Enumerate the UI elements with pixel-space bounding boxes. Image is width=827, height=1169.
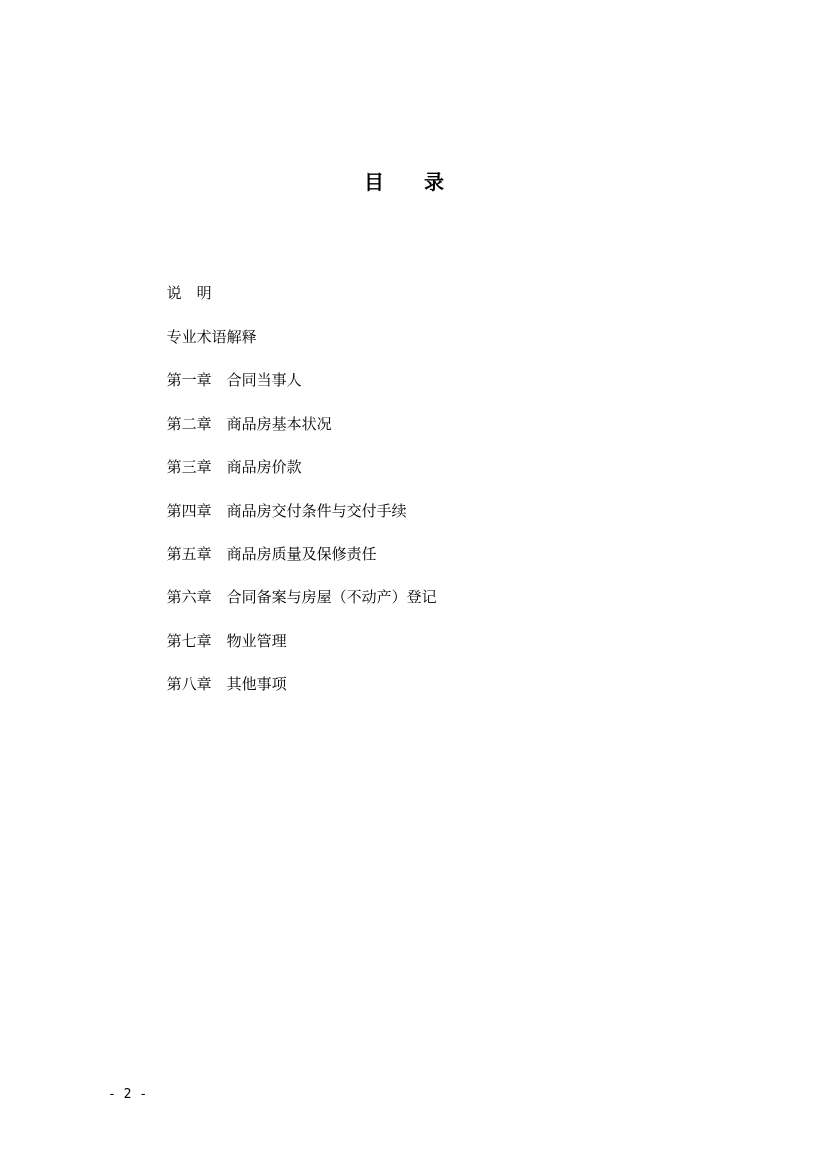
- page-number: - 2 -: [108, 1087, 148, 1102]
- toc-item-chapter-2: [138, 388, 437, 431]
- toc-item-chapter-4: [138, 475, 437, 518]
- toc-item-explanation: [138, 257, 437, 301]
- toc-item-chapter-6: [138, 561, 437, 607]
- toc-item-label: 第六章 合同备案与房屋（不动产）登记: [166, 588, 437, 607]
- toc-item-terminology: [138, 301, 437, 344]
- toc-item-label: 第五章 商品房质量及保修责任: [166, 544, 377, 563]
- toc-item-chapter-3: [138, 431, 437, 477]
- page-title: 目 录: [364, 170, 444, 194]
- toc-item-chapter-5: [138, 518, 437, 561]
- toc-item-label: 第二章 商品房基本状况: [166, 414, 332, 433]
- table-of-contents: [138, 257, 437, 692]
- toc-item-chapter-1: [138, 344, 437, 390]
- toc-item-label: 第三章 商品房价款: [166, 458, 302, 477]
- toc-item-chapter-8: [138, 648, 437, 694]
- toc-item-chapter-7: [138, 605, 437, 648]
- toc-item-label: 第八章 其他事项: [166, 675, 287, 694]
- toc-item-label: 第一章 合同当事人: [166, 371, 302, 390]
- toc-item-label: 第七章 物业管理: [166, 631, 287, 650]
- toc-item-label: 说 明: [166, 284, 212, 302]
- toc-item-label: 第四章 商品房交付条件与交付手续: [166, 501, 407, 520]
- toc-item-label: 专业术语解释: [166, 328, 257, 346]
